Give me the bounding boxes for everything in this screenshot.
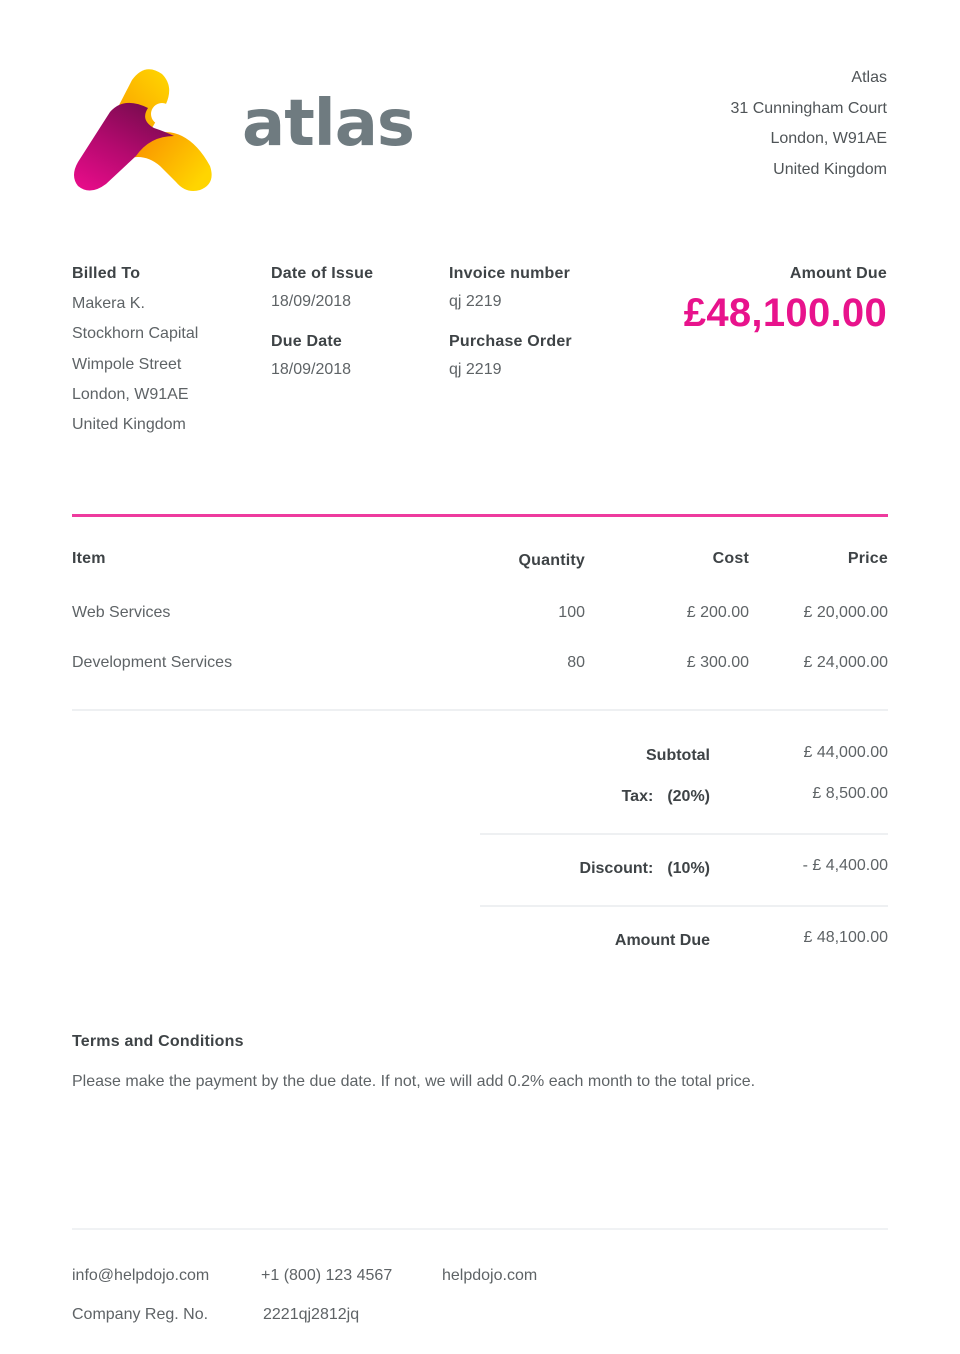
invoice-number-block	[449, 265, 572, 401]
row-price: £ 24,000.00	[803, 654, 888, 671]
terms-title: Terms and Conditions	[72, 1033, 244, 1050]
discount-label: Discount:	[579, 860, 654, 877]
row-cost: £ 200.00	[686, 604, 749, 621]
row-quantity: 80	[567, 654, 585, 671]
date-of-issue-label: Date of Issue	[271, 265, 374, 282]
header-cost: Cost	[712, 550, 749, 567]
tax-label: Tax:	[621, 788, 654, 805]
discount-percent: (10%)	[667, 860, 710, 877]
accent-divider	[72, 514, 888, 517]
dates-block	[271, 265, 373, 401]
billed-to-name: Makera K.	[72, 295, 145, 312]
discount-row	[480, 857, 888, 884]
date-of-issue-value: 18/09/2018	[271, 293, 352, 310]
terms-body: Please make the payment by the due date. If not, we will add 0.2% each month to the total price.	[72, 1073, 756, 1090]
row-price: £ 20,000.00	[803, 604, 888, 621]
amount-due-label: Amount Due	[789, 265, 887, 282]
amount-due-value: £48,100.00	[683, 291, 887, 335]
footer-reg-value: 2221qj2812jq	[263, 1306, 360, 1323]
row-cost: £ 300.00	[686, 654, 749, 671]
row-quantity: 100	[558, 604, 585, 621]
tax-row	[480, 785, 888, 812]
amount-due-total-label: Amount Due	[614, 932, 710, 949]
row-item: Web Services	[72, 604, 171, 621]
billed-to-company: Stockhorn Capital	[72, 325, 199, 343]
company-street: 31 Cunningham Court	[730, 99, 887, 117]
amount-due-row	[480, 929, 888, 956]
company-country: United Kingdom	[773, 160, 887, 178]
header-quantity: Quantity	[518, 552, 585, 569]
footer-email[interactable]: info@helpdojo.com	[72, 1267, 210, 1284]
amount-due-total-value: £ 48,100.00	[803, 929, 888, 946]
billed-to-city: London, W91AE	[72, 385, 189, 403]
billed-to-block	[72, 265, 198, 440]
discount-label-group	[580, 860, 710, 878]
table-row	[72, 604, 888, 628]
items-table-header	[72, 550, 888, 574]
discount-value: - £ 4,400.00	[802, 857, 888, 874]
footer-phone[interactable]: +1 (800) 123 4567	[261, 1267, 393, 1284]
footer-website[interactable]: helpdojo.com	[442, 1267, 538, 1284]
purchase-order-value: qj 2219	[449, 361, 502, 378]
company-name: Atlas	[851, 69, 887, 86]
tax-value: £ 8,500.00	[812, 785, 888, 802]
company-city: London, W91AE	[770, 130, 887, 147]
footer-reg-label: Company Reg. No.	[72, 1306, 209, 1323]
subtotal-row	[480, 744, 888, 771]
header-price: Price	[847, 550, 888, 567]
invoice-number-value: qj 2219	[449, 293, 502, 310]
tax-percent: (20%)	[667, 788, 710, 805]
atlas-a-mark-icon	[70, 66, 220, 194]
footer-divider	[72, 1228, 888, 1230]
totals-divider	[480, 833, 888, 835]
billed-to-label: Billed To	[72, 265, 141, 282]
brand-wordmark: atlas	[242, 87, 414, 161]
billed-to-country: United Kingdom	[72, 416, 186, 434]
purchase-order-label: Purchase Order	[449, 333, 572, 350]
totals-divider	[480, 905, 888, 907]
billed-to-street: Wimpole Street	[72, 355, 182, 373]
row-item: Development Services	[72, 654, 233, 671]
subtotal-value: £ 44,000.00	[803, 744, 888, 761]
due-date-label: Due Date	[271, 333, 342, 350]
items-divider	[72, 709, 888, 711]
table-row	[72, 654, 888, 678]
subtotal-label: Subtotal	[646, 747, 710, 764]
amount-due-header	[684, 265, 887, 336]
invoice-number-label: Invoice number	[449, 265, 571, 282]
company-address	[730, 63, 887, 185]
due-date-value: 18/09/2018	[271, 361, 352, 378]
header-item: Item	[72, 550, 106, 567]
tax-label-group	[622, 788, 710, 806]
